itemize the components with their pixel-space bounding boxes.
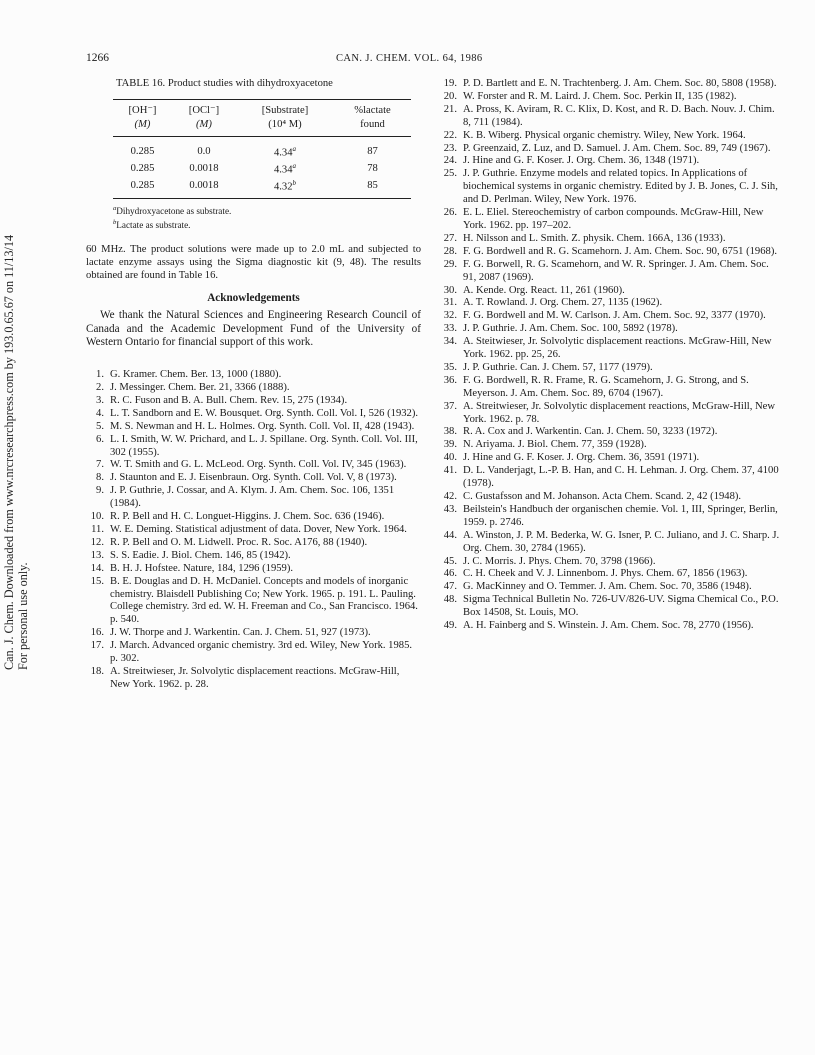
reference-text: C. H. Cheek and V. J. Linnenbom. J. Phys. Chem. 67, 1856 (1963).: [463, 568, 748, 580]
reference-item: [86, 666, 421, 692]
reference-number: 23.: [443, 142, 457, 154]
reference-number: 21.: [443, 103, 457, 115]
reference-text: P. Greenzaid, Z. Luz, and D. Samuel. J. Am. Chem. Soc. 89, 749 (1967).: [463, 142, 771, 154]
reference-item: [86, 627, 421, 640]
reference-text: K. B. Wiberg. Physical organic chemistry. Wiley, New York. 1964.: [463, 129, 746, 141]
footnote-mark: b: [292, 178, 296, 187]
reference-item: [439, 594, 784, 620]
reference-text: N. Ariyama. J. Biol. Chem. 77, 359 (1928).: [463, 439, 647, 451]
reference-item: [439, 375, 784, 401]
reference-number: 37.: [443, 400, 457, 412]
reference-item: [439, 130, 784, 143]
reference-number: 24.: [443, 155, 457, 167]
reference-item: [439, 504, 784, 530]
reference-item: [86, 459, 421, 472]
reference-text: J. March. Advanced organic chemistry. 3rd ed. Wiley, New York. 1985. p. 302.: [110, 640, 413, 665]
reference-number: 19.: [443, 78, 457, 89]
reference-number: 36.: [443, 374, 457, 386]
table-cell-substrate: 4.32$^b$: [236, 177, 334, 199]
reference-item: [86, 511, 421, 524]
reference-item: [86, 524, 421, 537]
reference-text: L. I. Smith, W. W. Prichard, and L. J. Spillane. Org. Synth. Coll. Vol. III, 302 (1955).: [110, 433, 418, 458]
reference-number: 13.: [90, 549, 104, 561]
reference-text: W. E. Deming. Statistical adjustment of data. Dover, New York. 1964.: [110, 524, 407, 536]
footnote-mark: a: [292, 144, 296, 153]
reference-text: J. Messinger. Chem. Ber. 21, 3366 (1888).: [110, 382, 290, 394]
column-header: [Substrate]: [236, 99, 334, 118]
reference-item: [439, 246, 784, 259]
reference-item: [86, 537, 421, 550]
reference-item: [439, 465, 784, 491]
reference-text: G. Kramer. Chem. Ber. 13, 1000 (1880).: [110, 369, 282, 381]
reference-item: [86, 382, 421, 395]
reference-text: J. W. Thorpe and J. Warkentin. Can. J. Chem. 51, 927 (1973).: [110, 627, 371, 639]
reference-item: [439, 297, 784, 310]
table-cell-oh: 0.285: [130, 162, 155, 174]
reference-number: 25.: [443, 168, 457, 180]
reference-number: 27.: [443, 232, 457, 244]
reference-text: R. C. Fuson and B. A. Bull. Chem. Rev. 15, 275 (1934).: [110, 394, 348, 406]
reference-item: [86, 472, 421, 485]
reference-text: R. P. Bell and O. M. Lidwell. Proc. R. Soc. A176, 88 (1940).: [110, 536, 368, 548]
reference-text: A. Pross, K. Aviram, R. C. Klix, D. Kost, and R. D. Bach. Nouv. J. Chim. 8, 711 (1984).: [463, 103, 775, 128]
reference-text: J. Hine and G. F. Koser. J. Org. Chem. 36, 3591 (1971).: [463, 452, 700, 464]
reference-text: Sigma Technical Bulletin No. 726-UV/826-UV. Sigma Chemical Co., P.O. Box 14508, St. Louis, MO.: [463, 594, 779, 619]
reference-number: 46.: [443, 568, 457, 580]
reference-number: 17.: [90, 640, 104, 652]
reference-number: 26.: [443, 207, 457, 219]
reference-number: 3.: [96, 394, 104, 406]
watermark-line-1: Can. J. Chem. Downloaded from www.nrcresearchpress.com by 193.0.65.67 on 11/13/14: [2, 234, 16, 670]
reference-item: [439, 401, 784, 427]
right-column: [439, 78, 784, 633]
reference-item: [86, 576, 421, 628]
reference-number: 14.: [90, 562, 104, 574]
reference-number: 9.: [96, 485, 104, 497]
reference-text: J. P. Guthrie. J. Am. Chem. Soc. 100, 5892 (1978).: [463, 323, 678, 335]
reference-item: [439, 452, 784, 465]
reference-number: 33.: [443, 323, 457, 335]
reference-text: Beilstein's Handbuch der organischen chemie. Vol. 1, III, Springer, Berlin, 1959. p. 2746.: [463, 503, 778, 528]
reference-number: 12.: [90, 536, 104, 548]
reference-text: W. T. Smith and G. L. McLeod. Org. Synth. Coll. Vol. IV, 345 (1963).: [110, 459, 407, 471]
reference-text: F. G. Bordwell and M. W. Carlson. J. Am. Chem. Soc. 92, 3377 (1970).: [463, 310, 766, 322]
reference-item: [439, 426, 784, 439]
reference-number: 7.: [96, 459, 104, 471]
reference-item: [439, 233, 784, 246]
reference-number: 47.: [443, 581, 457, 593]
reference-text: A. Steitwieser, Jr. Solvolytic displacement reactions. McGraw-Hill, New York. 1962. pp. 25, 26.: [463, 336, 772, 361]
reference-text: H. Nilsson and L. Smith. Z. physik. Chem. 166A, 136 (1933).: [463, 232, 726, 244]
table-cell-ocl: 0.0: [197, 145, 211, 157]
reference-item: [439, 155, 784, 168]
column-unit: (10⁴ M): [236, 118, 334, 137]
table-cell-substrate: 4.34$^a$: [273, 144, 296, 159]
reference-number: 35.: [443, 361, 457, 373]
table-row: [113, 136, 411, 160]
reference-number: 16.: [90, 627, 104, 639]
reference-text: M. S. Newman and H. L. Holmes. Org. Synth. Coll. Vol. II, 428 (1943).: [110, 420, 415, 432]
reference-text: A. T. Rowland. J. Org. Chem. 27, 1135 (1962).: [463, 297, 663, 309]
reference-text: E. L. Eliel. Stereochemistry of carbon compounds. McGraw-Hill, New York. 1962. pp. 197–202.: [463, 207, 764, 231]
reference-item: [439, 491, 784, 504]
reference-list-left: [86, 369, 421, 692]
reference-text: R. P. Bell and H. C. Longuet-Higgins. J. Chem. Soc. 636 (1946).: [110, 511, 385, 523]
reference-item: [439, 104, 784, 130]
footnote-mark: a: [292, 161, 296, 170]
product-studies-table: [113, 99, 411, 199]
reference-item: [439, 207, 784, 233]
reference-number: 8.: [96, 472, 104, 484]
reference-text: B. E. Douglas and D. H. McDaniel. Concepts and models of inorganic chemistry. Blaisdell Publishing Co; New York. 1965. p. 191. L. Pauling. College chemistry. 3rd ed. W. H. Freeman and Co., San Francisco. 1964. p. 540.: [110, 575, 418, 626]
reference-item: [86, 485, 421, 511]
reference-item: [439, 259, 784, 285]
table-cell-lactate: 87: [367, 145, 378, 157]
acknowledgements-text: We thank the Natural Sciences and Engineering Research Council of Canada and the Academic Development Fund of the University of Western Ontario for financial support of this work.: [86, 308, 421, 349]
reference-item: [439, 581, 784, 594]
reference-item: [439, 310, 784, 323]
reference-text: J. Staunton and E. J. Eisenbraun. Org. Synth. Coll. Vol. V, 8 (1973).: [110, 472, 397, 484]
reference-text: J. Hine and G. F. Koser. J. Org. Chem. 36, 1348 (1971).: [463, 155, 700, 167]
table-footnote: $^a$Dihydroxyacetone as substrate.: [113, 205, 232, 217]
reference-number: 2.: [96, 382, 104, 394]
reference-item: [86, 434, 421, 460]
reference-text: J. P. Guthrie. Can. J. Chem. 57, 1177 (1979).: [463, 361, 653, 373]
table-footnote: $^b$Lactate as substrate.: [113, 219, 191, 231]
running-head: CAN. J. CHEM. VOL. 64, 1986: [336, 53, 483, 64]
left-column: [86, 78, 421, 692]
reference-item: [86, 563, 421, 576]
reference-number: 40.: [443, 452, 457, 464]
reference-number: 45.: [443, 555, 457, 567]
reference-text: R. A. Cox and J. Warkentin. Can. J. Chem. 50, 3233 (1972).: [463, 426, 718, 438]
reference-item: [439, 439, 784, 452]
reference-number: 6.: [96, 433, 104, 445]
table-cell-ocl: 0.0018: [189, 162, 219, 174]
table-cell-lactate: 78: [367, 162, 378, 174]
reference-item: [86, 640, 421, 666]
reference-text: J. P. Guthrie, J. Cossar, and A. Klym. J. Am. Chem. Soc. 106, 1351 (1984).: [110, 485, 395, 510]
acknowledgements-heading: Acknowledgements: [207, 291, 300, 304]
column-header: [OH⁻]: [113, 99, 172, 118]
reference-item: [86, 408, 421, 421]
reference-number: 20.: [443, 90, 457, 102]
reference-text: C. Gustafsson and M. Johanson. Acta Chem. Scand. 2, 42 (1948).: [463, 491, 742, 502]
reference-number: 41.: [443, 465, 457, 477]
reference-text: A. Kende. Org. React. 11, 261 (1960).: [463, 284, 625, 296]
column-header: %lactate: [334, 99, 411, 118]
reference-item: [439, 336, 784, 362]
reference-text: A. Streitwieser, Jr. Solvolytic displacement reactions. McGraw-Hill, New York. 1962. p. 28.: [110, 665, 400, 690]
reference-item: [439, 620, 784, 633]
reference-number: 34.: [443, 336, 457, 348]
reference-item: [86, 395, 421, 408]
reference-item: [439, 556, 784, 569]
table-cell-ocl: 0.0018: [172, 177, 236, 199]
reference-number: 4.: [96, 407, 104, 419]
reference-number: 42.: [443, 491, 457, 502]
reference-text: G. MacKinney and O. Temmer. J. Am. Chem. Soc. 70, 3586 (1948).: [463, 581, 752, 593]
reference-text: A. Winston, J. P. M. Bederka, W. G. Isner, P. C. Juliano, and J. C. Sharp. J. Org. Chem. 30, 2784 (1965).: [463, 529, 780, 554]
reference-text: F. G. Bordwell and R. G. Scamehorn. J. Am. Chem. Soc. 90, 6751 (1968).: [463, 245, 777, 257]
column-unit: found: [334, 118, 411, 137]
reference-item: [439, 168, 784, 207]
table-caption: TABLE 16. Product studies with dihydroxyacetone: [116, 78, 333, 89]
column-unit: (M): [113, 118, 172, 137]
reference-number: 5.: [96, 420, 104, 432]
reference-number: 29.: [443, 258, 457, 270]
reference-text: W. Forster and R. M. Laird. J. Chem. Soc. Perkin II, 135 (1982).: [463, 90, 737, 102]
reference-number: 39.: [443, 439, 457, 451]
reference-number: 1.: [96, 369, 104, 381]
reference-text: S. S. Eadie. J. Biol. Chem. 146, 85 (1942).: [110, 549, 291, 561]
reference-text: J. C. Morris. J. Phys. Chem. 70, 3798 (1966).: [463, 555, 656, 567]
page-number: 1266: [86, 52, 109, 64]
reference-item: [439, 78, 784, 91]
download-watermark: [2, 234, 42, 670]
reference-text: F. G. Bordwell, R. R. Frame, R. G. Scamehorn, J. G. Strong, and S. Meyerson. J. Am. Chem. Soc. 89, 6704 (1967).: [463, 374, 749, 399]
column-unit: (M): [172, 118, 236, 137]
table-footnotes: [113, 203, 421, 231]
reference-number: 10.: [90, 511, 104, 523]
body-paragraph: 60 MHz. The product solutions were made up to 2.0 mL and subjected to lactate enzyme assays using the Sigma diagnostic kit (9, 48). The results obtained are found in Table 16.: [86, 244, 421, 281]
reference-item: [439, 143, 784, 156]
reference-number: 48.: [443, 594, 457, 606]
reference-list-right: [439, 78, 784, 633]
reference-text: A. H. Fainberg and S. Winstein. J. Am. Chem. Soc. 78, 2770 (1956).: [463, 620, 754, 632]
reference-number: 22.: [443, 129, 457, 141]
table-cell-oh: 0.285: [130, 145, 155, 157]
reference-number: 31.: [443, 297, 457, 309]
reference-number: 15.: [90, 575, 104, 587]
reference-item: [439, 568, 784, 581]
table-cell-substrate: 4.34$^a$: [273, 161, 296, 176]
reference-number: 43.: [443, 503, 457, 515]
reference-text: B. H. J. Hofstee. Nature, 184, 1296 (1959).: [110, 562, 294, 574]
reference-item: [439, 285, 784, 298]
watermark-line-2: For personal use only.: [16, 562, 30, 670]
reference-text: L. T. Sandborn and E. W. Bousquet. Org. Synth. Coll. Vol. I, 526 (1932).: [110, 407, 419, 419]
reference-number: 44.: [443, 529, 457, 541]
table-row: [113, 160, 411, 177]
reference-number: 32.: [443, 310, 457, 322]
reference-number: 49.: [443, 620, 457, 632]
reference-item: [439, 362, 784, 375]
reference-item: [86, 550, 421, 563]
reference-text: F. G. Borwell, R. G. Scamehorn, and W. R. Springer. J. Am. Chem. Soc. 91, 2087 (1969).: [463, 258, 769, 283]
table-cell-lactate: 85: [334, 177, 411, 199]
column-header: [OCl⁻]: [172, 99, 236, 118]
reference-text: A. Streitwieser, Jr. Solvolytic displacement reactions, McGraw-Hill, New York. 1962. p. 78.: [463, 400, 776, 425]
reference-number: 18.: [90, 665, 104, 677]
reference-item: [86, 369, 421, 382]
table-cell-oh: 0.285: [113, 177, 172, 199]
reference-item: [439, 91, 784, 104]
reference-text: D. L. Vanderjagt, L.-P. B. Han, and C. H. Lehman. J. Org. Chem. 37, 4100 (1978).: [463, 465, 779, 490]
reference-text: P. D. Bartlett and E. N. Trachtenberg. J. Am. Chem. Soc. 80, 5808 (1958).: [463, 78, 777, 89]
reference-item: [439, 323, 784, 336]
reference-number: 28.: [443, 245, 457, 257]
reference-number: 30.: [443, 284, 457, 296]
table-row: [113, 177, 411, 199]
reference-item: [439, 530, 784, 556]
reference-text: J. P. Guthrie. Enzyme models and related topics. In Applications of biochemical systems in organic chemistry. Edited by J. B. Jones, C. J. Sih, and D. Perlman. Wiley, New York. 1976.: [463, 168, 778, 206]
reference-item: [86, 421, 421, 434]
reference-number: 38.: [443, 426, 457, 438]
reference-number: 11.: [91, 524, 104, 536]
